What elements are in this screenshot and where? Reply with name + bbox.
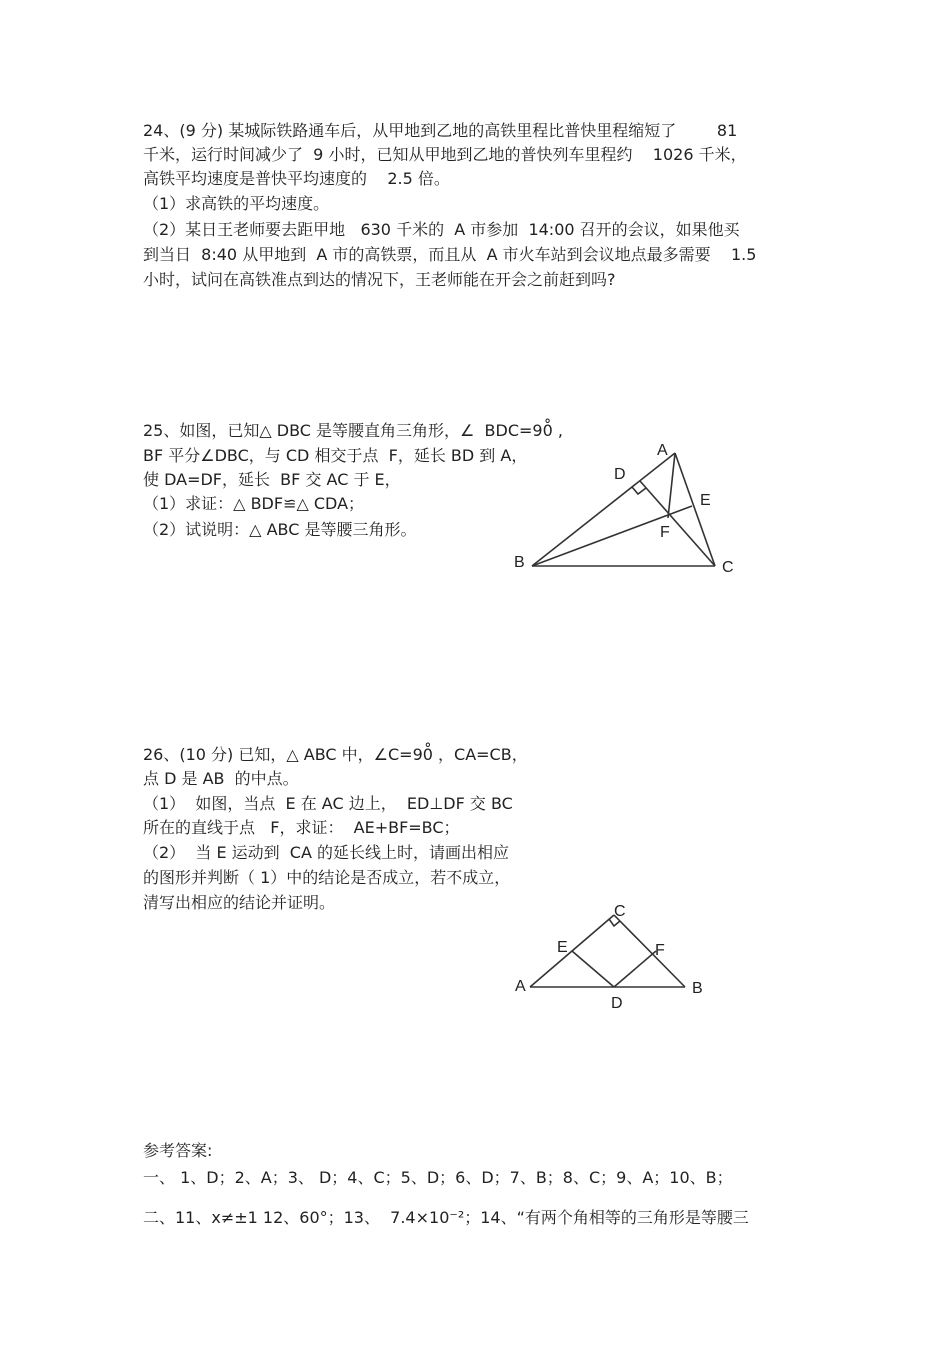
q26-line-3: （1） 如图，当点 E 在 AC 边上， ED⊥DF 交 BC (143, 794, 513, 813)
q24-line-2: 千米，运行时间减少了 9 小时，已知从甲地到乙地的普快列车里程约 1026 千米， (143, 145, 747, 164)
q25-line-3: 使 DA=DF，延长 BF 交 AC 于 E， (143, 470, 401, 489)
q24-line-4: （1）求高铁的平均速度。 (143, 194, 330, 213)
answers-line-1: 一、 1、D；2、A；3、 D；4、C；5、D；6、D；7、B；8、C；9、A；10、B； (143, 1168, 733, 1187)
q24-line-3: 高铁平均速度是普快平均速度的 2.5 倍。 (143, 169, 450, 188)
label-D: D (614, 466, 626, 483)
segment-DF (614, 951, 656, 987)
q25-line-1: 25、如图，已知△ DBC 是等腰直角三角形，∠ BDC=90̊ , (143, 421, 563, 440)
q25-triangle-figure (500, 432, 760, 582)
q25-line-2: BF 平分∠DBC，与 CD 相交于点 F，延长 BD 到 A， (143, 446, 528, 465)
q25-line-5: （2）试说明：△ ABC 是等腰三角形。 (143, 520, 417, 539)
label-C: C (614, 903, 626, 920)
q26-line-1: 26、(10 分) 已知，△ ABC 中，∠C=90̊ ，CA=CB， (143, 745, 528, 764)
q26-line-4: 所在的直线于点 F，求证： AE+BF=BC； (143, 818, 460, 837)
q24-line-5: （2）某日王老师要去距甲地 630 千米的 A 市参加 14:00 召开的会议，如果他买 (143, 220, 740, 239)
label-B: B (514, 554, 525, 571)
label-F: F (660, 524, 670, 541)
q25-line-4: （1）求证：△ BDF≌△ CDA； (143, 494, 365, 513)
label-F: F (655, 942, 665, 959)
q26-line-6: 的图形并判断（ 1）中的结论是否成立，若不成立， (143, 868, 511, 887)
answers-line-2: 二、11、x≠±1 12、60°；13、 7.4×10⁻²；14、“有两个角相等的三角形是等腰三 (143, 1208, 749, 1227)
q24-line-1: 24、(9 分) 某城际铁路通车后，从甲地到乙地的高铁里程比普快里程缩短了 81 (143, 121, 738, 140)
q24-line-7: 小时，试问在高铁准点到达的情况下，王老师能在开会之前赶到吗? (143, 270, 616, 289)
segment-AF (668, 453, 675, 518)
label-B: B (692, 980, 703, 997)
label-A: A (515, 978, 526, 995)
label-E: E (557, 939, 568, 956)
label-E: E (700, 492, 711, 509)
q26-triangle-figure (505, 895, 715, 1015)
q26-line-5: （2） 当 E 运动到 CA 的延长线上时，请画出相应 (143, 843, 510, 862)
label-D: D (611, 995, 623, 1012)
segment-ED (572, 951, 614, 987)
segment-CB (614, 915, 685, 987)
q24-line-6: 到当日 8:40 从甲地到 A 市的高铁票，而且从 A 市火车站到会议地点最多需要 1.5 (143, 245, 757, 264)
label-A: A (657, 442, 668, 459)
q26-line-7: 清写出相应的结论并证明。 (143, 893, 336, 912)
label-C: C (722, 559, 734, 576)
q26-line-2: 点 D 是 AB 的中点。 (143, 769, 299, 788)
right-angle-mark-D (632, 487, 646, 494)
segment-BA (532, 453, 675, 566)
answers-title: 参考答案: (143, 1141, 213, 1160)
